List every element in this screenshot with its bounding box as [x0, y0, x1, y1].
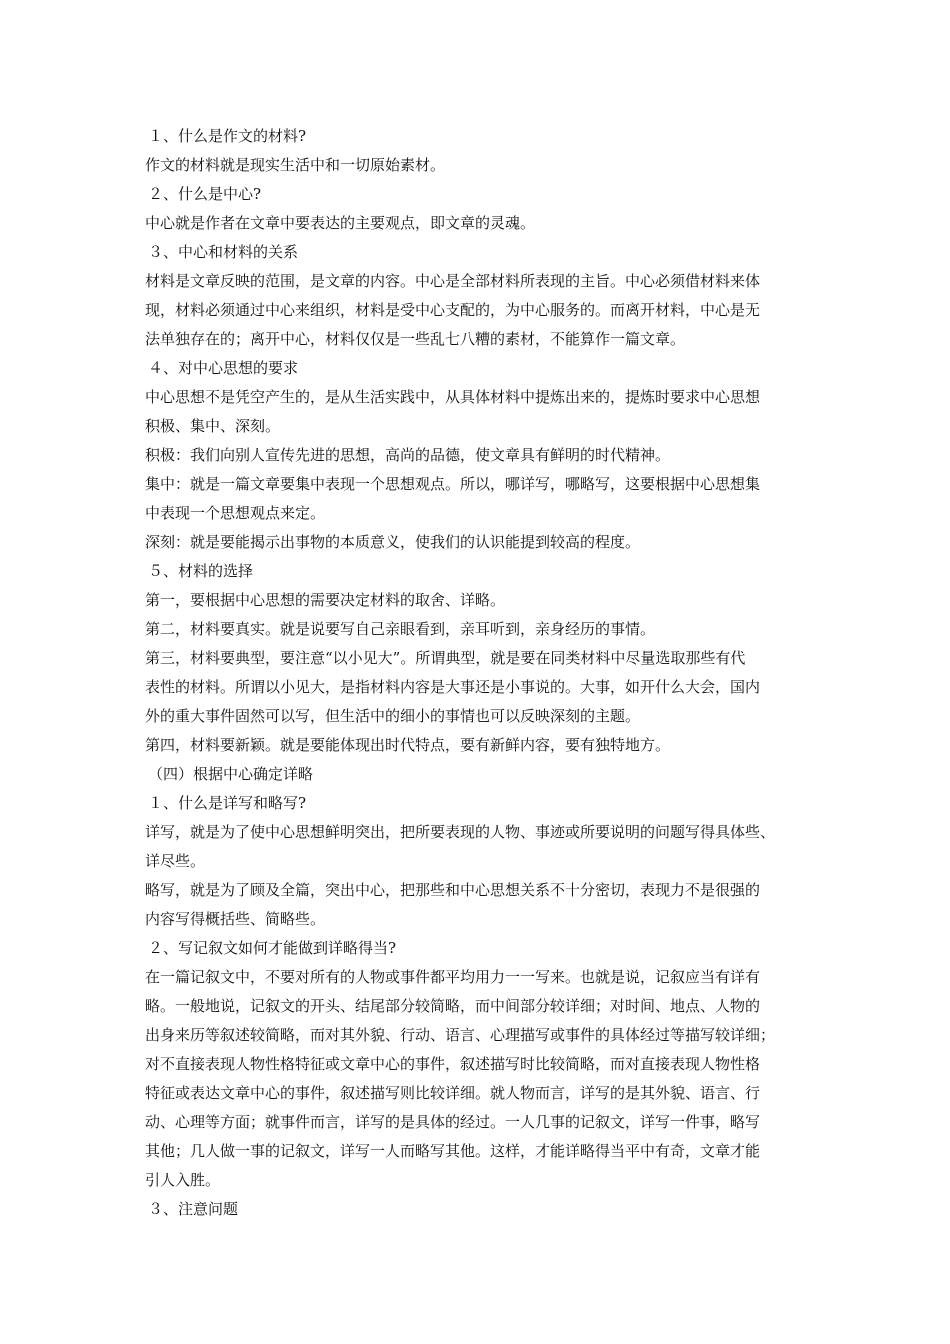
- paragraph-line: 特征或表达文章中心的事件，叙述描写则比较详细。就人物而言，详写的是其外貌、语言、行: [145, 1084, 761, 1102]
- document-page: [145, 122, 815, 1224]
- paragraph-line: 积极：我们向别人宣传先进的思想，高尚的品德，使文章具有鲜明的时代精神。: [145, 446, 671, 464]
- paragraph-line: 详尽些。: [145, 852, 206, 870]
- paragraph-line: 现，材料必须通过中心来组织，材料是受中心支配的，为中心服务的。而离开材料，中心是无: [145, 301, 761, 319]
- paragraph-line: 中表现一个思想观点来定。: [145, 504, 326, 522]
- heading-center-requirements: ４、对中心思想的要求: [148, 359, 299, 377]
- paragraph-line: 作文的材料就是现实生活中和一切原始素材。: [145, 156, 446, 174]
- paragraph-line: 中心就是作者在文章中要表达的主要观点，即文章的灵魂。: [145, 214, 536, 232]
- heading-what-is-center: ２、什么是中心?: [148, 185, 262, 203]
- heading-center-material-relation: ３、中心和材料的关系: [148, 243, 299, 261]
- paragraph-line: 积极、集中、深刻。: [145, 417, 281, 435]
- paragraph-line: 动、心理等方面；就事件而言，详写的是具体的经过。一人几事的记叙文，详写一件事，略写: [145, 1113, 761, 1131]
- heading-what-is-material: １、什么是作文的材料?: [148, 127, 307, 145]
- paragraph-line: 第三，材料要典型，要注意“以小见大”。所谓典型，就是要在同类材料中尽量选取那些有代: [145, 649, 746, 667]
- paragraph-line: 材料是文章反映的范围，是文章的内容。中心是全部材料所表现的主旨。中心必须借材料来体: [145, 272, 761, 290]
- paragraph-line: 中心思想不是凭空产生的，是从生活实践中，从具体材料中提炼出来的，提炼时要求中心思想: [145, 388, 761, 406]
- paragraph-line: 外的重大事件固然可以写，但生活中的细小的事情也可以反映深刻的主题。: [145, 707, 641, 725]
- paragraph-line: 法单独存在的；离开中心，材料仅仅是一些乱七八糟的素材，不能算作一篇文章。: [145, 330, 686, 348]
- paragraph-line: 在一篇记叙文中，不要对所有的人物或事件都平均用力一一写来。也就是说，记叙应当有详有: [145, 968, 761, 986]
- paragraph-line: 引人入胜。: [145, 1171, 221, 1189]
- paragraph-line: 出身来历等叙述较简略，而对其外貌、行动、语言、心理描写或事件的具体经过等描写较详细；: [145, 1026, 776, 1044]
- paragraph-line: 表性的材料。所谓以小见大，是指材料内容是大事还是小事说的。大事，如开什么大会，国内: [145, 678, 761, 696]
- heading-notes: ３、注意问题: [148, 1200, 239, 1218]
- paragraph-line: 第四，材料要新颖。就是要能体现出时代特点，要有新鲜内容，要有独特地方。: [145, 736, 671, 754]
- paragraph-line: 略写，就是为了顾及全篇，突出中心，把那些和中心思想关系不十分密切，表现力不是很强的: [145, 881, 761, 899]
- paragraph-line: 对不直接表现人物性格特征或文章中心的事件，叙述描写时比较简略，而对直接表现人物性格: [145, 1055, 761, 1073]
- paragraph-line: 集中：就是一篇文章要集中表现一个思想观点。所以，哪详写，哪略写，这要根据中心思想集: [145, 475, 761, 493]
- paragraph-line: 深刻：就是要能揭示出事物的本质意义，使我们的认识能提到较高的程度。: [145, 533, 641, 551]
- heading-narrative-balance: ２、写记叙文如何才能做到详略得当?: [148, 939, 397, 957]
- paragraph-line: 略。一般地说，记叙文的开头、结尾部分较简略，而中间部分较详细；对时间、地点、人物的: [145, 997, 761, 1015]
- paragraph-line: 内容写得概括些、简略些。: [145, 910, 326, 928]
- paragraph-line: 第二，材料要真实。就是说要写自己亲眼看到，亲耳听到，亲身经历的事情。: [145, 620, 656, 638]
- paragraph-line: 详写，就是为了使中心思想鲜明突出，把所要表现的人物、事迹或所要说明的问题写得具体些、: [145, 823, 776, 841]
- paragraph-line: 其他；几人做一事的记叙文，详写一人而略写其他。这样，才能详略得当平中有奇，文章才能: [145, 1142, 761, 1160]
- heading-material-selection: ５、材料的选择: [148, 562, 254, 580]
- section-heading-detail-by-center: （四）根据中心确定详略: [148, 765, 314, 783]
- paragraph-line: 第一，要根据中心思想的需要决定材料的取舍、详略。: [145, 591, 506, 609]
- heading-detailed-vs-brief: １、什么是详写和略写?: [148, 794, 307, 812]
